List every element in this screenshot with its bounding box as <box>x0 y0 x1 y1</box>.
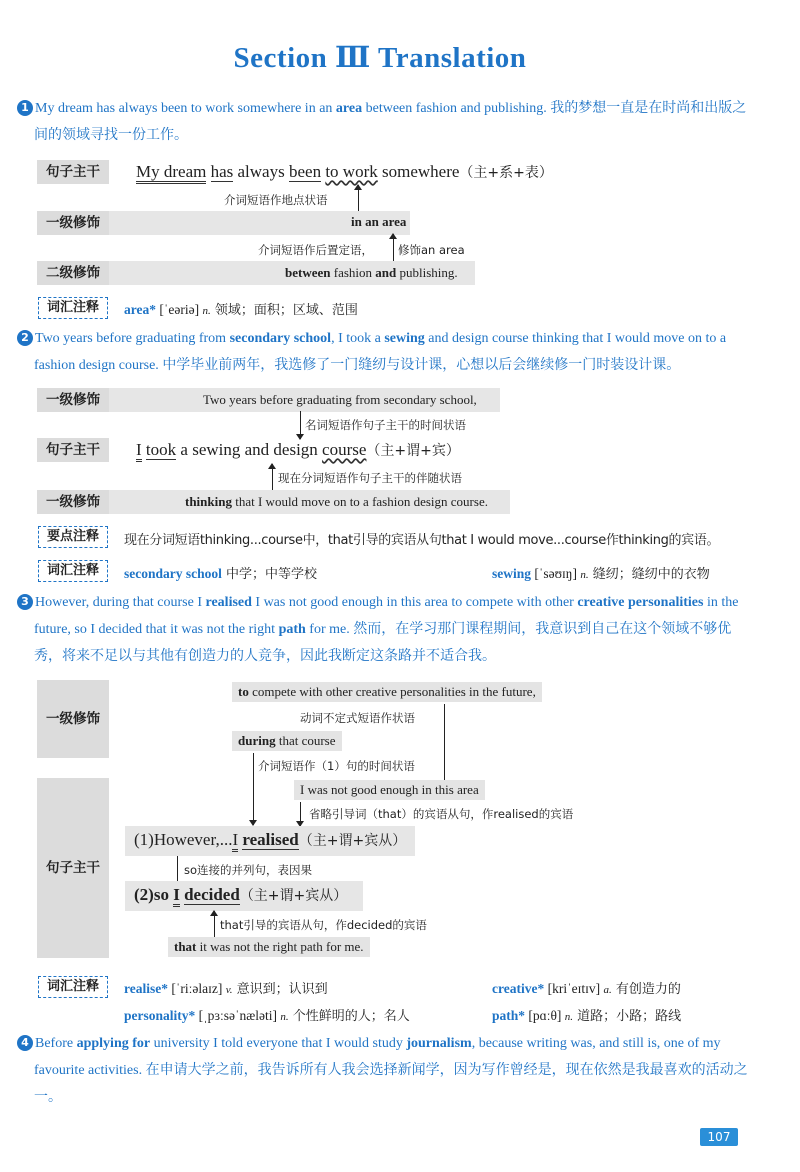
prepositional-phrase <box>232 731 342 751</box>
label-key-point: 要点注释 <box>38 526 108 548</box>
main-clause-1 <box>134 830 406 850</box>
keyword: realised <box>205 595 252 610</box>
label-main-clause: 句子主干 <box>37 160 109 184</box>
text: , I took a <box>331 331 385 346</box>
phonetic: [ˌpɜːsəˈnæləti] <box>195 1008 281 1023</box>
text: a sewing and design <box>176 440 323 459</box>
vocab-entry <box>124 978 328 997</box>
label-level2: 二级修饰 <box>37 261 109 285</box>
keyword: between <box>285 265 331 280</box>
meaning: 意识到；认识到 <box>232 982 328 997</box>
keyword: thinking <box>185 494 232 509</box>
paragraph-4 <box>21 1030 754 1111</box>
level2-phrase <box>285 265 458 281</box>
keyword: journalism <box>406 1036 472 1051</box>
text <box>206 162 210 181</box>
label-level1: 一级修饰 <box>37 490 109 514</box>
main-clause <box>136 440 460 460</box>
connector-line <box>177 856 178 882</box>
chinese-translation: 中学毕业前两年，我选修了一门缝纫与设计课，心想以后会继续修一门时装设计课。 <box>162 358 681 373</box>
vocab-word: area <box>124 302 150 317</box>
part-of-speech: n. <box>280 1011 289 1023</box>
text: that course <box>275 733 336 748</box>
vocab-word: secondary school <box>124 566 222 581</box>
keyword: area <box>335 101 363 116</box>
vocab-word: personality <box>124 1008 189 1023</box>
label-level1: 一级修饰 <box>37 388 109 412</box>
keyword: and <box>375 265 397 280</box>
keyword: during <box>238 733 276 748</box>
annotation: 动词不定式短语作状语 <box>300 711 415 725</box>
text: compete with other creative personalities in the future, <box>248 684 536 699</box>
phonetic: [pɑːθ] <box>525 1008 565 1023</box>
chinese-translation: 然而，在学习那门课程期间，我意识到自己在这个领域不够优秀，将来不足以与其他有创造力的人竞争，因此我断定这条路并不适合我。 <box>34 622 732 664</box>
text: My dream has always been to work somewhere in an <box>35 101 336 116</box>
key-point-text: 现在分词短语thinking...course中，that引导的宾语从句that I would move...course作thinking的宾语。 <box>124 533 720 548</box>
text: However, during that course I <box>35 595 206 610</box>
vocab-word: sewing <box>492 566 532 581</box>
arrow-up <box>358 185 359 211</box>
text: for me. <box>305 622 354 637</box>
annotation: so连接的并列句，表因果 <box>184 863 313 877</box>
keyword: secondary school <box>229 331 332 346</box>
level1-phrase <box>185 494 488 510</box>
paragraph-3 <box>21 589 754 670</box>
meaning: 缝纫；缝纫中的衣物 <box>588 567 710 582</box>
text: (2)so <box>134 885 174 904</box>
text: Two years before graduating from <box>35 331 230 346</box>
part-of-speech: n. <box>202 305 211 317</box>
annotation: 名词短语作句子主干的时间状语 <box>305 418 466 432</box>
keyword: path <box>278 622 306 637</box>
label-level1: 一级修饰 <box>37 680 109 758</box>
arrow-down <box>300 802 301 826</box>
text: somewhere <box>377 162 460 181</box>
star: * <box>518 1008 526 1023</box>
paragraph-number: 4 <box>17 1035 33 1051</box>
keyword: sewing <box>384 331 425 346</box>
text: it was not the right path for me. <box>196 939 364 954</box>
object: course <box>322 440 367 459</box>
keyword: creative personalities <box>577 595 704 610</box>
star: * <box>537 981 545 996</box>
arrow-down <box>253 753 254 825</box>
label-vocabulary: 词汇注释 <box>38 297 108 319</box>
vocab-entry <box>492 978 681 997</box>
text: fashion <box>330 265 376 280</box>
chinese-translation: 在申请大学之前，我告诉所有人我会选择新闻学，因为写作曾经是，现在依然是我最喜欢的活动之一。 <box>34 1063 748 1105</box>
that-clause <box>168 937 370 957</box>
vocab-entry <box>124 1005 410 1024</box>
structure-tag: （主+谓+宾从） <box>298 833 407 849</box>
vocab-entry <box>124 563 317 582</box>
page-title: Section Ⅲ Translation <box>233 42 527 74</box>
keyword: that <box>174 939 197 954</box>
level1-phrase: in an area <box>351 214 407 229</box>
infinitive-phrase <box>232 682 542 702</box>
annotation: 介词短语作后置定语， <box>258 243 373 257</box>
arrow-up <box>272 464 273 492</box>
meaning: 有创造力的 <box>611 982 681 997</box>
paragraph-number: 3 <box>17 594 33 610</box>
text: and design course thinking that I would move on to a fashion design course. <box>34 331 727 373</box>
paragraph-1 <box>21 95 754 149</box>
verb: decided <box>184 885 240 904</box>
paragraph-number: 2 <box>17 330 33 346</box>
label-vocabulary: 词汇注释 <box>38 976 108 998</box>
text: , because writing was, and still is, one of my favourite activities. <box>34 1036 721 1078</box>
structure-tag: （主+谓+宾从） <box>239 888 348 904</box>
predicative: to work <box>325 162 378 181</box>
star: * <box>149 302 156 317</box>
star: * <box>188 1008 196 1023</box>
phonetic: [ˈeəriə] <box>156 302 203 317</box>
text: between fashion and publishing. <box>362 101 551 116</box>
vocab-entry <box>492 563 710 582</box>
connector-line <box>444 704 445 782</box>
verb: realised <box>242 830 299 849</box>
chinese-translation: 我的梦想一直是在时尚和出版之间的领域寻找一份工作。 <box>34 101 747 143</box>
text: university I told everyone that I would study <box>150 1036 407 1051</box>
subject: My dream <box>136 162 206 184</box>
verb: been <box>288 162 322 181</box>
text: publishing. <box>396 265 458 280</box>
vocab-entry <box>124 299 358 318</box>
keyword: applying for <box>76 1036 151 1051</box>
text: (1)However,... <box>134 830 233 849</box>
text: always <box>233 162 289 181</box>
verb: has <box>210 162 234 181</box>
object-clause: I was not good enough in this area <box>294 780 485 800</box>
subject: I <box>136 440 142 462</box>
star: * <box>161 981 168 996</box>
text: I was not good enough in this area to compete with other <box>251 595 578 610</box>
subject: I <box>173 885 180 907</box>
annotation: that引导的宾语从句，作decided的宾语 <box>220 918 427 932</box>
annotation: 介词短语作（1）句的时间状语 <box>258 759 415 773</box>
annotation: 介词短语作地点状语 <box>224 193 328 207</box>
vocab-word: path <box>492 1008 519 1023</box>
text: Before <box>35 1036 77 1051</box>
main-clause-2 <box>134 885 347 905</box>
vocab-word: creative <box>492 981 538 996</box>
subject: I <box>232 830 238 852</box>
label-main-clause: 句子主干 <box>37 778 109 958</box>
part-of-speech: n. <box>564 1011 574 1023</box>
structure-tag: （主+系+表） <box>459 165 553 181</box>
phonetic: [ˈriːəlaɪz] <box>168 981 226 996</box>
phonetic: [kriˈeɪtɪv] <box>544 981 604 996</box>
text: that I would move on to a fashion design course. <box>231 494 488 509</box>
annotation: 现在分词短语作句子主干的伴随状语 <box>278 471 462 485</box>
part-of-speech: n. <box>580 569 589 581</box>
vocab-entry <box>492 1005 681 1024</box>
part-of-speech: a. <box>603 984 612 996</box>
text: in the future, so I decided that it was not the right <box>34 595 739 637</box>
meaning: 个性鲜明的人；名人 <box>288 1009 410 1024</box>
part-of-speech: v. <box>225 984 233 996</box>
annotation: 省略引导词（that）的宾语从句，作realised的宾语 <box>309 807 574 821</box>
arrow-down <box>300 411 301 439</box>
meaning: 中学；中等学校 <box>221 567 318 582</box>
label-level1: 一级修饰 <box>37 211 109 235</box>
label-vocabulary: 词汇注释 <box>38 560 108 582</box>
page-number: 107 <box>700 1128 738 1146</box>
meaning: 道路；小路；路线 <box>573 1009 682 1024</box>
annotation: 修饰an area <box>398 243 465 257</box>
phonetic: [ˈsəʊɪŋ] <box>531 566 581 581</box>
main-clause <box>136 162 553 182</box>
arrow-up <box>214 911 215 939</box>
verb: took <box>145 440 177 459</box>
structure-tag: （主+谓+宾） <box>366 443 460 459</box>
paragraph-number: 1 <box>17 100 33 116</box>
paragraph-2 <box>21 325 754 379</box>
vocab-word: realise <box>124 981 162 996</box>
keyword: to <box>238 684 249 699</box>
level1-phrase: Two years before graduating from secondary school, <box>203 392 477 407</box>
label-main-clause: 句子主干 <box>37 438 109 462</box>
arrow-up <box>393 234 394 262</box>
meaning: 领域；面积；区域、范围 <box>210 303 358 318</box>
